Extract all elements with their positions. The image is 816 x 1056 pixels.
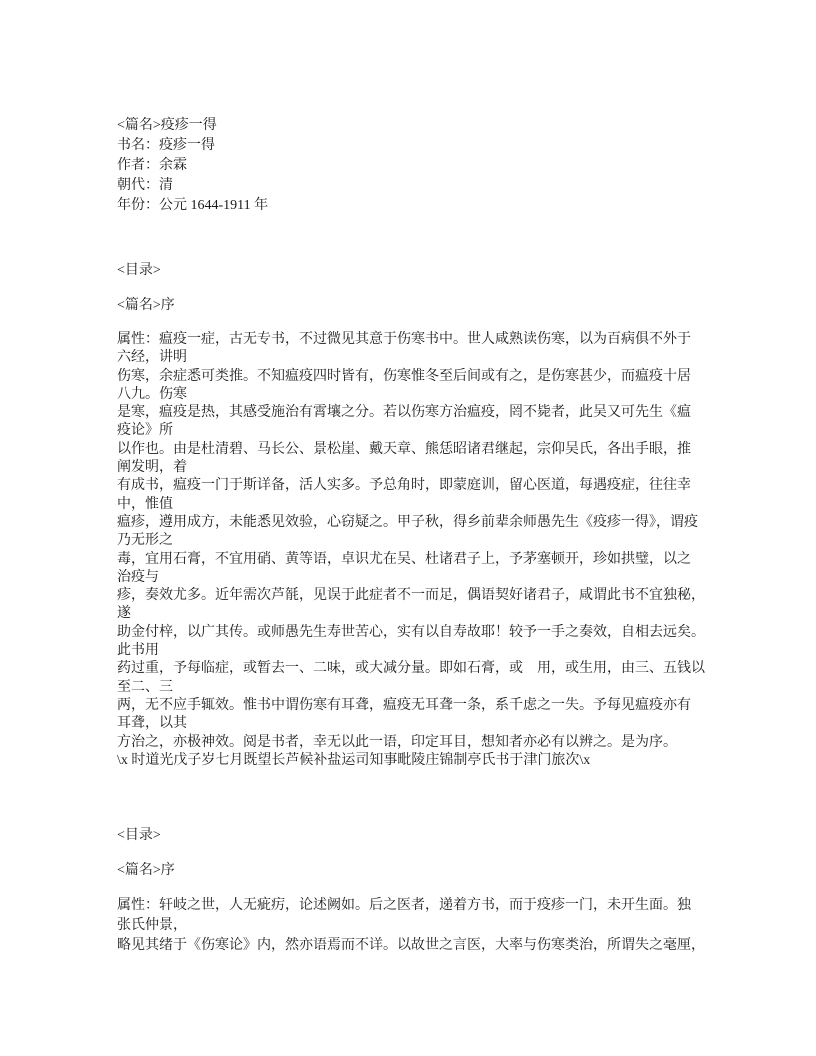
section-title-1: <篇名>序 [117, 298, 175, 313]
text-line: 此书用 [117, 643, 159, 659]
text-line: 伤寒，余症悉可类推。不知瘟疫四时皆有，伤寒惟冬至后间或有之，是伤寒甚少，而瘟疫十居 [117, 368, 691, 384]
text-line: <篇名>疫疹一得 [117, 118, 217, 133]
text-line: 年份：公元 1644-1911 年 [117, 198, 269, 213]
book-metadata-block [117, 116, 756, 216]
text-line: 书名：疫疹一得 [117, 138, 215, 153]
text-line: 属性：瘟疫一症，古无专书，不过微见其意于伤寒书中。世人咸熟读伤寒，以为百病俱不外于 [117, 332, 691, 347]
text-line: 是寒，瘟疫是热，其感受施治有霄壤之分。若以伤寒方治瘟疫，罔不毙者，此吴又可先生《瘟 [117, 405, 691, 421]
text-line: 作者：余霖 [117, 158, 187, 173]
toc-heading-1: <目录> [117, 263, 161, 278]
text-line: 六经，讲明 [117, 350, 187, 366]
text-line: 张氏仲景， [117, 918, 187, 933]
section-body-2 [117, 896, 756, 956]
text-line: 药过重，予每临症，或暂去一、二味，或大减分量。即如石膏，或 用，或生用，由三、五钱以 [117, 661, 705, 677]
text-line: 八九。伤寒 [117, 386, 187, 402]
toc-heading-2: <目录> [117, 828, 161, 843]
text-line: 有成书，瘟疫一门于斯详备，活人实多。予总角时，即蒙庭训，留心医道，每遇疫症，往往幸 [117, 478, 691, 494]
text-line: 耳聋，以其 [117, 716, 187, 732]
text-line: 乃无形之 [117, 533, 173, 549]
text-line: 瘟疹，遵用成方，未能悉见效验，心窃疑之。甲子秋，得乡前辈余师愚先生《疫疹一得》，谓疫 [117, 514, 698, 530]
text-line: 以作也。由是杜清碧、马长公、景松崖、戴天章、熊恁昭诸君继起，宗仰吴氏，各出手眼，推 [117, 441, 691, 457]
section-body-1 [117, 331, 756, 770]
text-line: 两，无不应手辄效。惟书中谓伤寒有耳聋，瘟疫无耳聋一条，系千虑之一失。予每见瘟疫亦有 [117, 697, 691, 713]
text-line: 至二、三 [117, 679, 173, 695]
section-title-2: <篇名>序 [117, 863, 175, 878]
text-line: 疫论》所 [117, 423, 173, 439]
text-line: 助金付梓，以广其传。或师愚先生寿世苦心，实有以自寿故耶！较予一手之奏效，自相去远矣。 [117, 624, 705, 640]
text-line: 属性：轩岐之世，人无疵疠，论述阙如。后之医者，递着方书，而于疫疹一门，未开生面。独 [117, 898, 691, 913]
text-line: 遂 [117, 606, 131, 622]
text-line: 疹，奏效尤多。近年需次芦毻，见误于此症者不一而足，偶语契好诸君子，咸谓此书不宜独秘， [117, 588, 705, 604]
text-line: 毒，宜用石膏，不宜用硝、黄等语，卓识尤在吴、杜诸君子上，予茅塞顿开，珍如拱璧，以之 [117, 551, 691, 567]
text-line: \x 时道光戊子岁七月既望长芦候补盐运司知事毗陵庄锦制亭氏书于津门旅次\x [117, 752, 591, 768]
text-line: 方治之，亦极神效。阅是书者，幸无以此一语，印定耳目，想知者亦必有以辨之。是为序。 [117, 734, 677, 750]
text-line: 朝代：清 [117, 178, 173, 193]
text-line: 略见其绪于《伤寒论》内，然亦语焉而不详。以故世之言医，大率与伤寒类治，所谓失之毫厘， [117, 938, 705, 953]
text-line: 中，惟值 [117, 496, 173, 512]
text-line: 治疫与 [117, 569, 159, 585]
text-line: 阐发明，着 [117, 460, 187, 476]
